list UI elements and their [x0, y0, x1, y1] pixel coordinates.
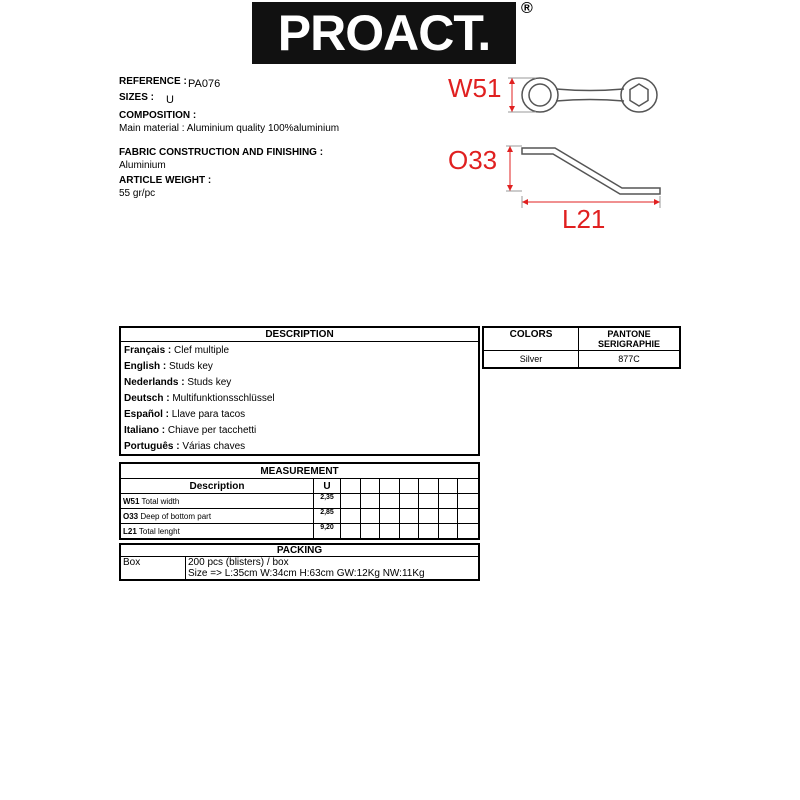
- text-pt: Várias chaves: [179, 440, 246, 452]
- lang-es: Español :: [124, 408, 170, 420]
- text-fr: Clef multiple: [171, 344, 230, 356]
- packing-line1: 200 pcs (blisters) / box: [188, 557, 289, 568]
- pantone-header: [579, 327, 681, 351]
- pantone-header-line2: SERIGRAPHIE: [597, 339, 660, 349]
- measure-value: 2,85: [314, 509, 341, 524]
- sizes-value: U: [166, 94, 174, 106]
- description-row: [120, 422, 479, 438]
- w51-label: W51: [448, 73, 502, 103]
- weight-label: ARTICLE WEIGHT :: [119, 175, 212, 186]
- logo-text: PROACT.: [277, 5, 491, 61]
- measure-value: 9,20: [314, 524, 341, 540]
- reference-value: PA076: [188, 78, 221, 90]
- colors-table: [482, 326, 681, 369]
- lang-pt: Português :: [124, 440, 180, 452]
- composition-label: COMPOSITION :: [119, 110, 197, 121]
- lang-de: Deutsch :: [124, 392, 170, 404]
- text-nl: Studs key: [184, 376, 232, 388]
- measure-value: 2,35: [314, 494, 341, 509]
- text-de: Multifunktionsschlüssel: [169, 392, 275, 404]
- measure-label: Deep of bottom part: [138, 511, 212, 521]
- packing-title: PACKING: [120, 544, 479, 557]
- brand-logo: [252, 2, 516, 64]
- sizes-label: SIZES :: [119, 92, 155, 103]
- description-row: [120, 406, 479, 422]
- fabric-label: FABRIC CONSTRUCTION AND FINISHING :: [119, 147, 324, 158]
- measurement-title: MEASUREMENT: [120, 463, 479, 479]
- description-row: [120, 358, 479, 374]
- key-side-view: [522, 148, 660, 194]
- packing-unit: Box: [120, 557, 186, 581]
- measurement-table: [119, 462, 480, 540]
- measure-code: L21: [123, 526, 137, 536]
- measure-label: Total width: [139, 496, 180, 506]
- l21-label: L21: [562, 204, 606, 234]
- reference-label: REFERENCE :: [119, 76, 187, 87]
- text-en: Studs key: [166, 360, 213, 372]
- description-table: [119, 326, 480, 456]
- text-it: Chiave per tacchetti: [165, 424, 257, 436]
- lang-fr: Français :: [124, 344, 172, 356]
- o-dimension: [506, 146, 522, 191]
- measure-label: Total lenght: [136, 526, 180, 536]
- colors-header: COLORS: [483, 327, 579, 351]
- composition-value: Main material : Aluminium quality 100%aluminium: [119, 123, 340, 134]
- pantone-value: 877C: [579, 351, 681, 369]
- lang-en: English :: [124, 360, 167, 372]
- key-top-view: [522, 78, 657, 112]
- measurement-size-header: U: [314, 479, 341, 494]
- description-row: [120, 342, 479, 359]
- registered-mark: ®: [521, 0, 533, 17]
- measurement-row: [120, 524, 479, 540]
- packing-line2: Size => L:35cm W:34cm H:63cm GW:12Kg NW:11Kg: [188, 568, 425, 579]
- fabric-value: Aluminium: [119, 160, 166, 171]
- color-value: Silver: [483, 351, 579, 369]
- measure-code: O33: [123, 511, 139, 521]
- packing-table: [119, 543, 480, 581]
- o33-label: O33: [448, 145, 498, 175]
- weight-value: 55 gr/pc: [119, 188, 156, 199]
- lang-it: Italiano :: [124, 424, 166, 436]
- description-title: DESCRIPTION: [120, 327, 479, 342]
- packing-details: [186, 557, 480, 581]
- measurement-desc-header: Description: [120, 479, 314, 494]
- description-row: [120, 374, 479, 390]
- measurement-row: [120, 509, 479, 524]
- measurement-row: [120, 494, 479, 509]
- description-row: [120, 390, 479, 406]
- pantone-header-line1: PANTONE: [607, 329, 651, 339]
- lang-nl: Nederlands :: [124, 376, 185, 388]
- measure-code: W51: [123, 496, 140, 506]
- description-row: [120, 438, 479, 455]
- text-es: Llave para tacos: [169, 408, 246, 420]
